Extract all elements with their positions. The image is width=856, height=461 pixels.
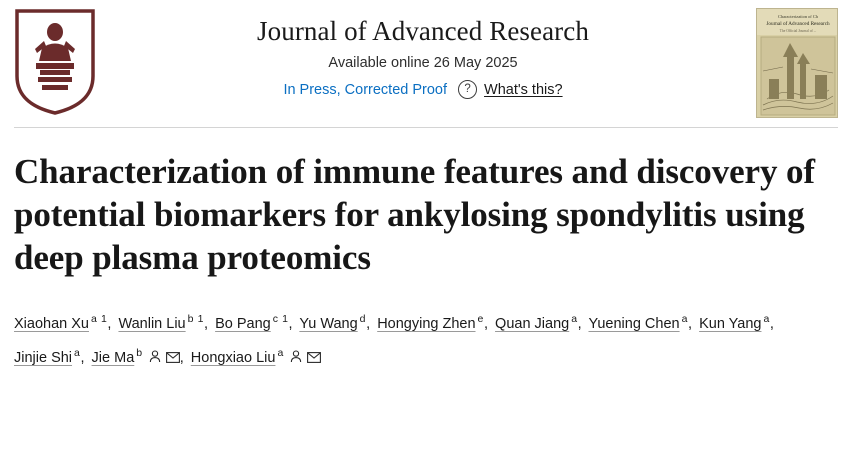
author-affiliation-marker[interactable]: a — [571, 313, 578, 325]
author-name[interactable]: Hongxiao Liu — [190, 349, 276, 366]
author-list — [14, 305, 838, 374]
author-name[interactable]: Yu Wang — [299, 315, 358, 332]
author-separator: , — [107, 315, 112, 332]
author-affiliation-marker[interactable]: b 1 — [187, 313, 205, 325]
author-separator: , — [179, 349, 184, 366]
whats-this-link[interactable] — [458, 80, 563, 99]
author-entry[interactable] — [215, 313, 295, 332]
author-separator: , — [483, 315, 489, 332]
author-entry[interactable] — [91, 346, 187, 366]
author-name[interactable]: Kun Yang — [699, 315, 762, 332]
author-affiliation-marker[interactable]: a — [277, 346, 284, 359]
author-affiliation-marker[interactable]: a — [74, 346, 81, 359]
author-entry[interactable] — [118, 313, 211, 332]
journal-title: Journal of Advanced Research — [257, 16, 589, 46]
author-contact-icons — [149, 345, 180, 374]
whats-this-label: What's this? — [484, 81, 563, 98]
author-separator: , — [288, 315, 293, 332]
journal-masthead — [0, 0, 856, 128]
svg-text:Journal of Advanced Research: Journal of Advanced Research — [766, 21, 830, 27]
author-entry[interactable] — [14, 346, 88, 366]
available-online-date: Available online 26 May 2025 — [328, 55, 518, 71]
author-entry[interactable] — [588, 313, 695, 332]
author-name[interactable]: Wanlin Liu — [118, 315, 186, 332]
author-name[interactable]: Yuening Chen — [588, 315, 680, 332]
proof-status-label[interactable]: In Press, Corrected Proof — [283, 81, 448, 98]
author-entry[interactable] — [495, 313, 585, 332]
author-separator: , — [769, 315, 774, 332]
author-affiliation-marker[interactable]: c 1 — [272, 313, 289, 325]
svg-text:The Official Journal of ...: The Official Journal of ... — [779, 29, 817, 33]
journal-crest-icon[interactable] — [14, 8, 96, 116]
author-name[interactable]: Xiaohan Xu — [14, 315, 89, 332]
author-entry[interactable] — [190, 346, 321, 366]
author-name[interactable]: Bo Pang — [215, 315, 271, 332]
author-separator: , — [366, 315, 371, 332]
svg-text:Characterization of Ch: Characterization of Ch — [778, 14, 818, 19]
author-profile-icon[interactable] — [149, 345, 161, 374]
author-separator: , — [577, 315, 582, 332]
masthead-text-block — [120, 14, 726, 99]
author-affiliation-marker[interactable]: a — [763, 313, 770, 325]
author-affiliation-marker[interactable]: a — [681, 313, 689, 325]
author-entry[interactable] — [699, 313, 777, 332]
author-name[interactable]: Jinjie Shi — [14, 349, 73, 366]
proof-status-row — [120, 80, 726, 99]
masthead-divider — [14, 127, 838, 128]
author-separator: , — [204, 315, 209, 332]
author-entry[interactable] — [14, 313, 114, 332]
article-title: Characterization of immune features and discovery of potential biomarkers for ankylosing spondylitis using deep plasma proteomics — [14, 152, 815, 277]
author-affiliation-marker[interactable]: e — [477, 313, 484, 325]
question-mark-circle-icon: ? — [458, 80, 477, 99]
author-affiliation-marker[interactable]: b — [136, 346, 143, 359]
author-entry[interactable] — [299, 313, 373, 332]
author-name[interactable]: Hongying Zhen — [377, 315, 476, 332]
author-name[interactable]: Jie Ma — [91, 349, 135, 366]
author-name[interactable]: Quan Jiang — [495, 315, 570, 332]
author-affiliation-marker[interactable]: a 1 — [90, 313, 108, 325]
author-separator: , — [688, 315, 693, 332]
email-icon[interactable] — [166, 345, 180, 374]
author-entry[interactable] — [377, 313, 491, 332]
email-icon[interactable] — [307, 345, 321, 374]
journal-cover-thumbnail[interactable] — [756, 8, 838, 118]
author-separator: , — [80, 349, 85, 366]
author-affiliation-marker[interactable]: d — [359, 313, 367, 325]
author-profile-icon[interactable] — [290, 345, 302, 374]
author-contact-icons — [290, 345, 321, 374]
